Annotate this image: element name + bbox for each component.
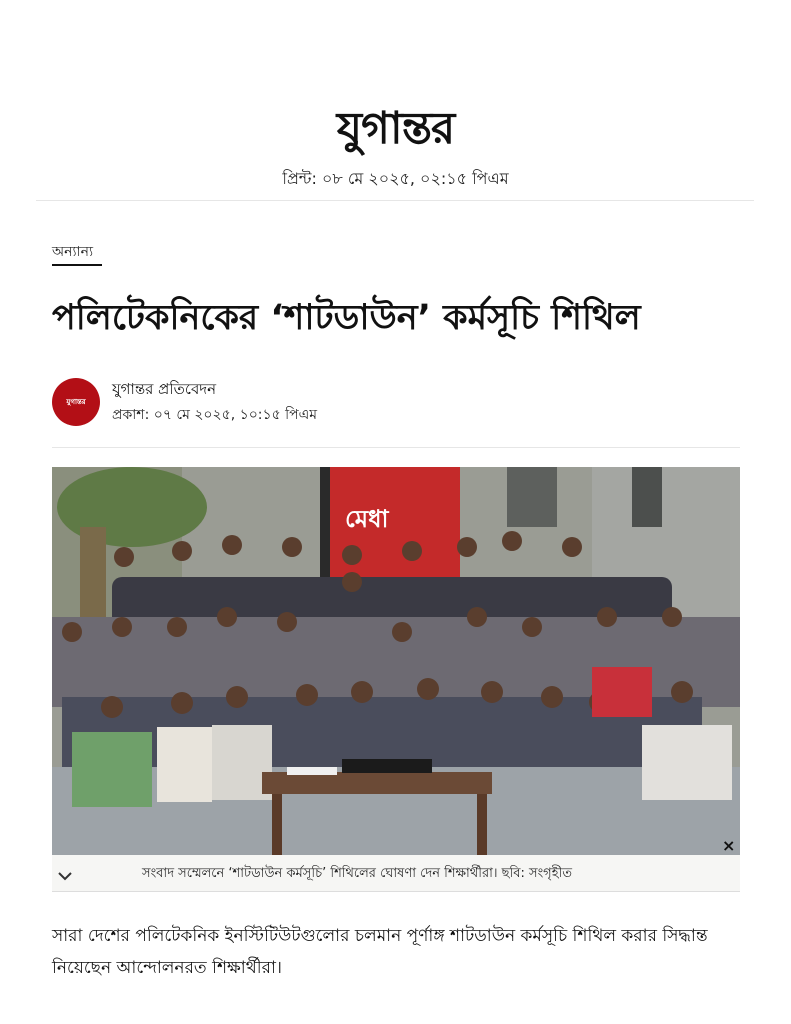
banner-text: মেধা [345, 505, 389, 533]
photo-caption-bar [52, 855, 740, 892]
site-logo[interactable]: যুগান্তর [336, 103, 455, 154]
article-photo[interactable] [52, 467, 740, 855]
avatar-text: যুগান্তর [66, 398, 86, 406]
close-icon[interactable]: × [722, 836, 736, 855]
masthead [0, 104, 791, 154]
press-conference-photo [52, 467, 740, 855]
publish-date: প্রকাশ: ০৭ মে ২০২৫, ১০:১৫ পিএম [112, 407, 318, 423]
header-divider [36, 200, 754, 201]
author-avatar [52, 378, 100, 426]
author-name[interactable]: যুগান্তর প্রতিবেদন [112, 380, 217, 398]
category-underline [52, 264, 102, 266]
article-body: সারা দেশের পলিটেকনিক ইনস্টিটিউটগুলোর চলমান পূর্ণাঙ্গ শাটডাউন কর্মসূচি শিথিল করার সিদ্ধান্ত নিয়েছেন আন্দোলনরত শিক্ষার্থীরা। [52, 926, 708, 978]
photo-caption: সংবাদ সম্মেলনে ‘শাটডাউন কর্মসূচি’ শিথিলের ঘোষণা দেন শিক্ষার্থীরা। ছবি: সংগৃহীত [142, 866, 572, 881]
chevron-down-icon[interactable] [56, 867, 74, 885]
byline-divider [52, 447, 740, 448]
print-date: প্রিন্ট: ০৮ মে ২০২৫, ০২:১৫ পিএম [282, 169, 509, 188]
category-link[interactable]: অন্যান্য [52, 244, 94, 260]
article-headline: পলিটেকনিকের ‘শাটডাউন’ কর্মসূচি শিথিল [52, 298, 641, 338]
